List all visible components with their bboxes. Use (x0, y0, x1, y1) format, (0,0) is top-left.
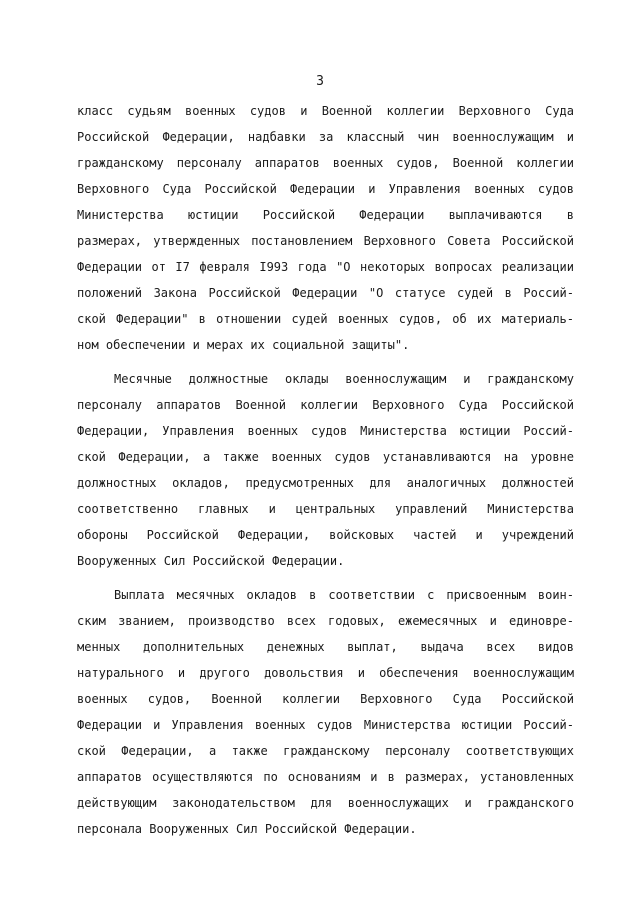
text-line: Российской Федерации, надбавки за классный чин военнослужащим и (77, 130, 574, 144)
text-line: персонала Вооруженных Сил Российской Федерации. (77, 822, 417, 836)
text-line: ской Федерации, а также военных судов устанавливаются на уровне (77, 450, 574, 464)
text-line: должностных окладов, предусмотренных для аналогичных должностей (77, 476, 574, 490)
paragraph-1 (77, 98, 574, 358)
document-body (77, 98, 574, 842)
text-line: Месячные должностные оклады военнослужащим и гражданскому (114, 372, 574, 386)
paragraph-gap (77, 574, 574, 582)
text-line: Федерации, Управления военных судов Министерства юстиции Россий- (77, 424, 574, 438)
text-line: Верховного Суда Российской Федерации и Управления военных судов (77, 182, 574, 196)
text-line: ским званием, производство всех годовых, ежемесячных и единовре- (77, 614, 574, 628)
text-line: размерах, утвержденных постановлением Верховного Совета Российской (77, 234, 574, 248)
text-line: персоналу аппаратов Военной коллегии Верховного Суда Российской (77, 398, 574, 412)
text-line: Министерства юстиции Российской Федерации выплачиваются в (77, 208, 574, 222)
text-line: менных дополнительных денежных выплат, выдача всех видов (77, 640, 574, 654)
text-line: ном обеспечении и мерах их социальной защиты". (77, 338, 410, 352)
text-line: положений Закона Российской Федерации "О статусе судей в Россий- (77, 286, 574, 300)
text-line: класс судьям военных судов и Военной коллегии Верховного Суда (77, 104, 574, 118)
text-line: Федерации и Управления военных судов Министерства юстиции Россий- (77, 718, 574, 732)
text-line: Выплата месячных окладов в соответствии с присвоенным воин- (114, 588, 574, 602)
paragraph-2 (77, 366, 574, 574)
text-line: соответственно главных и центральных управлений Министерства (77, 502, 574, 516)
text-line: Федерации от I7 февраля I993 года "О некоторых вопросах реализации (77, 260, 574, 274)
page-number: 3 (316, 74, 324, 89)
text-line: действующим законодательством для военнослужащих и гражданского (77, 796, 574, 810)
text-line: гражданскому персоналу аппаратов военных судов, Военной коллегии (77, 156, 574, 170)
paragraph-3 (77, 582, 574, 842)
text-line: натурального и другого довольствия и обеспечения военнослужащим (77, 666, 574, 680)
text-line: Вооруженных Сил Российской Федерации. (77, 554, 345, 568)
text-line: обороны Российской Федерации, войсковых частей и учреждений (77, 528, 574, 542)
text-line: ской Федерации, а также гражданскому персоналу соответствующих (77, 744, 574, 758)
text-line: военных судов, Военной коллегии Верховного Суда Российской (77, 692, 574, 706)
text-line: аппаратов осуществляются по основаниям и в размерах, установленных (77, 770, 574, 784)
text-line: ской Федерации" в отношении судей военных судов, об их материаль- (77, 312, 574, 326)
paragraph-gap (77, 358, 574, 366)
